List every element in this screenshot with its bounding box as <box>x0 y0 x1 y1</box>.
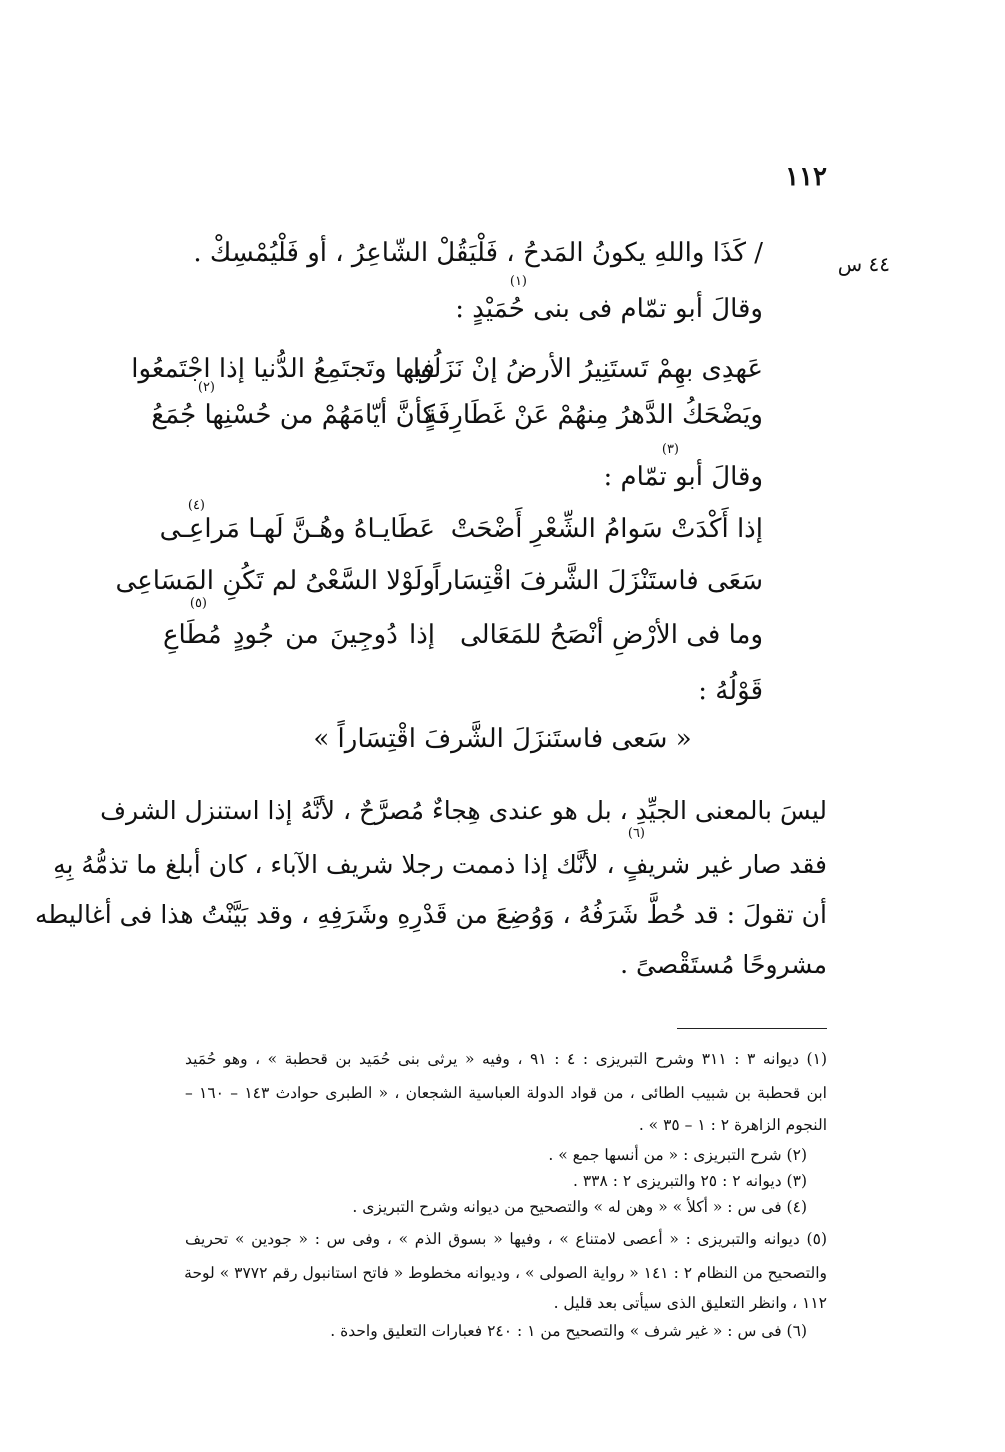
footnote-6: (٦) فى س : « غير شرف » والتصحيح من ١ : ٢٤٠ فعبارات التعليق واحدة . <box>330 1322 807 1340</box>
prose-line-4: مشروحًا مُستَقْصىً . <box>620 950 827 979</box>
verse-1-1-second-hemistich: فيها وتَجتَمِعُ الدُّنيا إذا اجْتَمعُوا <box>131 354 435 384</box>
quoted-hemistich: « سَعى فاستَنزَلَ الشَّرفَ اقْتِسَاراً » <box>313 724 692 754</box>
footnote-2: (٢) شرح التبريزى : « من أنسها جمع » . <box>548 1146 807 1164</box>
footnote-marker-5: (٥) <box>189 596 207 611</box>
verse-1-1-first-hemistich: عَهدِى بهِمْ تَستَنِيرُ الأرضُ إنْ نَزَلُوا <box>412 354 763 384</box>
prose-line-3: أن تقولَ : قد حُطَّ شَرَفُهُ ، وَوُضِعَ من قَدْرِهِ وشَرَفِهِ ، وقد بَيَّنْتُ هذا فى أغاليطه <box>34 900 827 929</box>
footnote-4: (٤) فى س : « أكلأ » « وهن له » والتصحيح من ديوانه وشرح التبريزى . <box>352 1198 807 1216</box>
footnote-marker-2: (٢) <box>197 380 215 395</box>
footnote-5-line-3: ١١٢ ، وانظر التعليق الذى سيأتى بعد قليل . <box>553 1294 827 1312</box>
qawluhu-label: قَوْلُهُ : <box>698 676 763 706</box>
footnote-1-line-1: (١) ديوانه ٣ : ٣١١ وشرح التبريزى : ٤ : ٩١ ، وفيه « يرثى بنى حُمَيد بن قحطبة » ، وهو حُمَيد <box>185 1050 827 1068</box>
footnote-1-line-3: النجوم الزاهرة ٢ : ١ – ٣٥ » . <box>638 1116 827 1134</box>
prose-line-1: ليسَ بالمعنى الجيِّدِ ، بل هو عندى هِجاءٌ مُصرَّحٌ ، لأنَّهُ إذا استنزل الشرف <box>100 796 827 825</box>
footnote-1-line-2: ابن قحطبة بن شبيب الطائى ، من قواد الدولة العباسية الشجعان ، « الطبرى حوادث ١٤٣ – ١٦٠ – <box>185 1084 827 1102</box>
footnote-marker-3: (٣) <box>661 442 679 457</box>
footnote-5-line-1: (٥) ديوانه والتبريزى : « أعصى لامتناع » ، وفيها « بسوق الذم » ، وفى س : « جودين » تحريف <box>185 1230 827 1248</box>
verse-1-2 <box>151 400 763 448</box>
verse-1-2-second-hemistich: كأنَّ أيّامَهُمْ من حُسْنِها جُمَعُ <box>151 400 435 430</box>
footnote-separator <box>677 1028 827 1029</box>
verse-1-2-first-hemistich: ويَضْحَكُ الدَّهرُ مِنهُمْ عَنْ غَطَارِفَةٍ <box>423 400 763 430</box>
verse-2-2 <box>115 566 763 614</box>
opening-line: / كَذَا واللهِ يكونُ المَدحُ ، فَلْيَقُلْ الشّاعِرُ ، أو فَلْيُمْسِكْ . <box>193 238 763 268</box>
margin-note: ٤٤ س <box>837 252 890 276</box>
verse-2-2-first-hemistich: سَعَى فاستَنْزَلَ الشَّرفَ اقْتِسَاراً <box>433 566 763 596</box>
prose-line-2: فقد صار غير شريفٍ ، لأنَّك إذا ذممت رجلا شريف الآباء ، كان أبلغ ما تذمُّهُ بِهِ <box>53 850 827 879</box>
verse-2-2-second-hemistich: ولَوْلا السَّعْىُ لم تَكُنِ المَسَاعِى <box>115 566 435 596</box>
verse-2-3-second-hemistich: إذا دُوجِينَ من جُودٍ مُطَاعِ <box>163 620 435 650</box>
verse-2-1-second-hemistich: عَطَايـاهُ وهُـنَّ لَهـا مَراعِـى <box>159 514 435 544</box>
footnote-marker-6: (٦) <box>627 826 645 841</box>
page-number: ١١٢ <box>785 162 827 192</box>
verse-2-3-first-hemistich: وما فى الأرْضِ أنْصَحُ للمَعَالى <box>459 620 763 650</box>
poem-intro-1: وقالَ أبو تمّام فى بنى حُمَيْدٍ : <box>455 294 763 324</box>
footnote-marker-1: (١) <box>509 274 527 289</box>
poem-intro-2: وقالَ أبو تمّام : <box>603 462 763 492</box>
verse-1-1 <box>131 354 763 402</box>
footnote-5-line-2: والتصحيح من النظام ٢ : ١٤١ « رواية الصولى » ، وديوانه مخطوط « فاتح استانبول رقم ٣٧٧٢ » لوحة <box>184 1264 827 1282</box>
verse-2-1-first-hemistich: إذا أَكْدَتْ سَوامُ الشِّعْرِ أَضْحَتْ <box>450 514 763 544</box>
verse-2-1 <box>159 514 763 562</box>
verse-2-3 <box>163 620 763 668</box>
footnote-3: (٣) ديوانه ٢ : ٢٥ والتبريزى ٢ : ٣٣٨ . <box>572 1172 807 1190</box>
footnote-marker-4: (٤) <box>187 498 205 513</box>
